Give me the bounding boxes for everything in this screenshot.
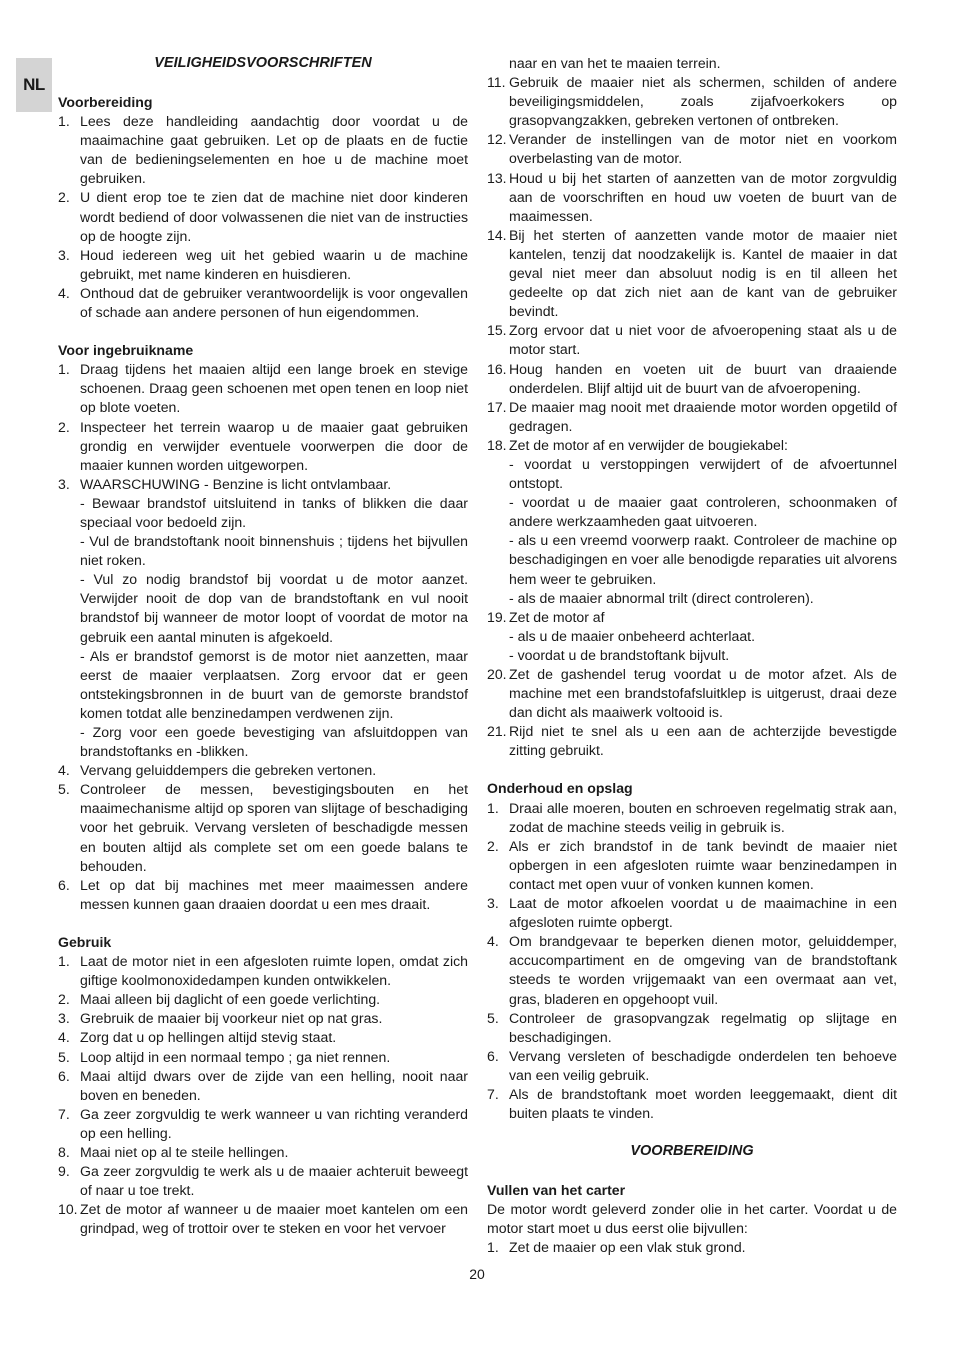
list-item-main-text: Zet de gashendel terug voordat u de motor afzet. Als de machine met een brandstofafsluitklep is uitgerust, draai deze dan dicht als maaiwerk voltooid is. <box>509 666 897 721</box>
list-item-number: 21. <box>487 723 507 740</box>
left-column <box>58 54 468 1238</box>
subheading-onderhoud: Onderhoud en opslag <box>487 780 633 797</box>
list-item-text <box>80 990 468 1009</box>
list-item-main-text: Bij het sterten of aanzetten vande motor de maaier niet kantelen, tenzij dat noodzakelijk is. Kantel de maaier in dat geval niet meer dan absoluut nodig is en til alleen het gedeelte op dat zich niet aan de kant van de gebruiker bevindt. <box>509 226 897 320</box>
list-item-number: 7. <box>487 1085 499 1102</box>
list-item-subpoint: - als u de maaier onbeheerd achterlaat. <box>509 627 756 644</box>
list-item-number: 2. <box>58 991 70 1008</box>
subheading-voorbereiding: Voorbereiding <box>58 94 153 110</box>
list-item-number: 4. <box>487 933 499 950</box>
list-item-number: 1. <box>58 361 70 378</box>
list-item <box>58 1028 468 1047</box>
list-item <box>487 169 897 226</box>
list-item-text <box>80 1009 468 1028</box>
list-item-number: 16. <box>487 360 507 377</box>
list-item-main-text: Maai altijd dwars over de zijde van een helling, nooit naar boven en beneden. <box>80 1067 468 1103</box>
list-item-number: 17. <box>487 398 507 415</box>
list-item-text <box>80 780 468 875</box>
list-item-text <box>509 130 897 168</box>
list-item-number: 20. <box>487 666 507 682</box>
list-item-number: 4. <box>58 284 70 301</box>
list-item <box>58 1143 468 1162</box>
list-item-number: 7. <box>58 1105 70 1122</box>
list-item-main-text: Houg handen en voeten uit de buurt van draaiende onderdelen. Blijf altijd uit de buurt van de afvoeropening. <box>509 360 897 396</box>
section-title-voorbereiding: VOORBEREIDING <box>630 1143 754 1160</box>
list-item-subpoint: - Zorg voor een goede bevestiging van afsluitdoppen van brandstoftanks en -blikken. <box>80 724 468 760</box>
list-item <box>58 990 468 1009</box>
list-onderhoud <box>487 799 897 1124</box>
list-item-main-text: Draag tijdens het maaien altijd een lange broek en stevige schoenen. Draag geen schoenen met open tenen en loop niet op blote voeten. <box>80 361 468 416</box>
page-number: 20 <box>469 1266 485 1282</box>
list-item-number: 3. <box>58 1010 70 1027</box>
subheading-gebruik: Gebruik <box>58 933 112 950</box>
list-item-text <box>509 1085 897 1123</box>
list-item <box>487 1047 897 1085</box>
list-item-main-text: Grebruik de maaier bij voorkeur niet op nat gras. <box>80 1010 383 1027</box>
list-item-number: 9. <box>58 1163 70 1180</box>
list-item <box>487 130 897 168</box>
list-item <box>58 1048 468 1067</box>
list-item-text <box>80 284 468 322</box>
list-item-main-text: Zorg dat u op hellingen altijd stevig staat. <box>80 1029 337 1046</box>
list-item-text <box>509 722 897 760</box>
list-item-main-text: Gebruik de maaier niet als schermen, schilden of andere beveiligingsmiddelen, zoals zijafvoerkokers op grasopvangzakken, gebreken vertonen of ontbreken. <box>509 74 897 129</box>
list-item-number: 12. <box>487 131 507 148</box>
list-item-number: 4. <box>58 1029 70 1046</box>
list-item-main-text: WAARSCHUWING - Benzine is licht ontvlambaar. <box>80 475 392 492</box>
list-item <box>487 436 897 608</box>
list-item-text <box>80 418 468 475</box>
list-item-text <box>80 360 468 417</box>
list-item <box>58 360 468 417</box>
list-item <box>487 321 897 359</box>
language-tab: NL <box>16 58 52 112</box>
list-item-number: 14. <box>487 226 507 243</box>
list-item-text <box>80 1143 468 1162</box>
list-item-text <box>80 1067 468 1105</box>
list-item-subpoint: - als u een vreemd voorwerp raakt. Controleer de machine op beschadigingen en voer alle benodigde reparaties uit alvorens hem weer te gebruiken. <box>509 532 897 587</box>
list-item-number: 6. <box>58 1067 70 1084</box>
list-item-number: 10. <box>58 1201 78 1218</box>
list-item-main-text: Vervang geluiddempers die gebreken vertonen. <box>80 762 377 779</box>
list-item-subpoint: - voordat u de brandstoftank bijvult. <box>509 646 730 663</box>
subheading-ingebruikname: Voor ingebruikname <box>58 342 194 359</box>
list-voorbereiding <box>58 112 468 322</box>
list-item-number: 13. <box>487 169 507 186</box>
list-item-text <box>80 1200 468 1238</box>
list-item-subpoint: - als de maaier abnormal trilt (direct controleren). <box>509 589 814 606</box>
list-item-text <box>80 112 468 188</box>
list-item <box>58 1105 468 1143</box>
list-item <box>58 876 468 914</box>
list-item <box>58 475 468 761</box>
list-item <box>58 284 468 322</box>
list-item-subpoint: - voordat u de maaier gaat controleren, schoonmaken of andere werkzaamheden gaat uitvoeren. <box>509 494 897 530</box>
list-item-number: 2. <box>58 189 70 206</box>
list-item <box>487 932 897 1008</box>
list-item <box>58 246 468 284</box>
list-item <box>487 837 897 894</box>
list-item-main-text: Controleer de messen, bevestigingsbouten en het maaimechanisme altijd op sporen van slijtage of beschadiging voor het gebruik. Vervang versleten of beschadigde messen en bouten altijd als complete set om een goede balans te behouden. <box>80 781 468 874</box>
list-item-number: 6. <box>58 876 70 893</box>
list-item-number: 15. <box>487 322 507 339</box>
list-item-number: 1. <box>487 1239 499 1256</box>
list-item <box>487 1238 897 1257</box>
list-item-main-text: Laat de motor niet in een afgesloten ruimte lopen, omdat zich giftige koolmonoxidedampen kunden ontwikkelen. <box>80 953 468 989</box>
list-item-text <box>509 169 897 226</box>
list-item-number: 11. <box>487 74 506 91</box>
list-item-main-text: U dient erop toe te zien dat de machine niet door kinderen wordt bediend of door volwassenen die niet van de instructies op de hoogte zijn. <box>80 189 468 244</box>
list-item-text <box>80 1028 468 1047</box>
list-item-main-text: Als er zich brandstof in de tank bevindt de maaier niet opbergen in een afgesloten ruimte waar benzinedampen in contact met open vuur of vonken kunnen komen. <box>509 837 897 892</box>
list-item-text <box>509 665 897 722</box>
continuation-text: naar en van het te maaien terrein. <box>509 55 721 71</box>
list-item <box>487 608 897 665</box>
list-item <box>58 1200 468 1238</box>
list-item-number: 5. <box>58 1048 70 1065</box>
list-item-text <box>80 188 468 245</box>
list-gebruik-continued <box>487 73 897 760</box>
list-item <box>487 226 897 321</box>
list-item <box>58 112 468 188</box>
list-item-subpoint: - Bewaar brandstof uitsluitend in tanks of blikken die daar speciaal voor bedoeld zijn. <box>80 494 468 530</box>
list-item <box>487 398 897 436</box>
list-item-text <box>509 398 897 436</box>
list-item-main-text: Lees deze handleiding aandachtig door voordat u de maaimachine gaat gebruiken. Let op de plaats en de fuctie van de bedieningselementen en hoe u de machine moet gebruiken. <box>80 113 468 187</box>
list-item-text <box>509 436 897 608</box>
list-item-number: 2. <box>58 418 70 435</box>
list-item-subpoint: - voordat u verstoppingen verwijdert of de afvoertunnel ontstopt. <box>509 455 897 492</box>
list-item-text <box>509 1047 897 1085</box>
list-item <box>58 1162 468 1200</box>
list-item-main-text: Loop altijd in een normaal tempo ; ga niet rennen. <box>80 1048 391 1065</box>
list-item <box>58 952 468 990</box>
list-item <box>58 418 468 475</box>
list-item <box>487 799 897 837</box>
list-item-number: 1. <box>58 113 70 130</box>
list-item <box>58 1009 468 1028</box>
list-item-main-text: Zet de maaier op een vlak stuk grond. <box>509 1239 746 1256</box>
list-item <box>487 1009 897 1047</box>
list-item-main-text: Ga zeer zorgvuldig te werk wanneer u van richting veranderd op een helling. <box>80 1105 468 1141</box>
list-item-text <box>80 1048 468 1067</box>
list-item-text <box>509 226 897 321</box>
list-item-number: 3. <box>58 475 70 492</box>
list-item-number: 8. <box>58 1143 70 1160</box>
list-item-text <box>509 799 897 837</box>
list-item <box>58 1067 468 1105</box>
vullen-intro: De motor wordt geleverd zonder olie in het carter. Voordat u de motor start moet u dus eerst olie bijvullen: <box>487 1201 897 1237</box>
list-item <box>487 722 897 760</box>
list-item-text <box>509 837 897 894</box>
list-item-main-text: Ga zeer zorgvuldig te werk als u de maaier achteruit beweegt of naar u toe trekt. <box>80 1163 468 1199</box>
list-item-main-text: Als de brandstoftank moet worden leeggemaakt, dient dit buiten plaats te vinden. <box>509 1085 897 1122</box>
list-item-text <box>80 246 468 284</box>
list-item <box>487 894 897 932</box>
subheading-vullen: Vullen van het carter <box>487 1182 626 1199</box>
list-item-text <box>509 321 897 359</box>
list-item-main-text: Zorg ervoor dat u niet voor de afvoeropening staat als u de motor start. <box>509 322 897 358</box>
list-item-text <box>509 1238 897 1257</box>
list-item-text <box>509 894 897 932</box>
list-item-text <box>80 876 468 914</box>
list-item-main-text: Onthoud dat de gebruiker verantwoordelijk is voor ongevallen of schade aan andere personen of hun eigendommen. <box>80 284 468 321</box>
list-item-main-text: Zet de motor af en verwijder de bougiekabel: <box>509 436 788 453</box>
list-item-number: 4. <box>58 762 70 779</box>
list-item-text <box>509 932 897 1008</box>
list-item-number: 2. <box>487 837 499 854</box>
list-item-main-text: Houd iedereen weg uit het gebied waarin u de machine gebruikt, met name kinderen en huisdieren. <box>80 246 468 282</box>
list-item-text <box>509 608 897 665</box>
list-item-main-text: Rijd niet te snel als u een aan de achterzijde bevestigde zitting gebruikt. <box>509 723 897 759</box>
list-item-main-text: Inspecteer het terrein waarop u de maaier gaat gebruiken grondig en verwijder eventuele voorwerpen die door de maaier kunnen worden uitgeworpen. <box>80 418 468 473</box>
list-item-number: 3. <box>58 246 70 263</box>
list-item-number: 1. <box>58 953 70 970</box>
list-item-main-text: Verander de instellingen van de motor niet en voorkom overbelasting van de motor. <box>509 131 897 167</box>
list-item-main-text: Draai alle moeren, bouten en schroeven regelmatig strak aan, zodat de machine steeds veilig in gebruik is. <box>509 799 897 835</box>
list-item-main-text: Om brandgevaar te beperken dienen motor, geluiddemper, accucompartiment en de omgeving van de brandstoftank steeds te worden vrijgemaakt van een overmaat aan vet, gras, bladeren en opgehoopt vuil. <box>509 933 897 1007</box>
list-item-text <box>509 1009 897 1047</box>
list-item-text <box>509 73 897 130</box>
list-item <box>487 360 897 398</box>
list-item-subpoint: - Vul de brandstoftank nooit binnenshuis ; tijdens het bijvullen niet roken. <box>80 533 468 569</box>
list-item-number: 1. <box>487 799 499 816</box>
list-item-number: 19. <box>487 608 507 625</box>
list-vullen <box>487 1238 897 1257</box>
list-item-subpoint: - Als er brandstof gemorst is de motor niet aanzetten, maar eerst de maaier verplaatsen. Zorg ervoor dat er geen ontstekingsbronnen in de buurt van de gemorste brandstof komen totdat alle benzinedampen verdwenen zijn. <box>80 647 468 721</box>
list-item-text <box>80 1162 468 1200</box>
list-item-text <box>80 761 468 780</box>
list-item <box>487 73 897 130</box>
list-item-main-text: Maai niet op al te steile hellingen. <box>80 1143 289 1160</box>
list-item-main-text: Houd u bij het starten of aanzetten van de motor zorgvuldig aan de voorschriften en houd uw voeten de buurt van de maaimessen. <box>509 169 897 224</box>
list-item <box>487 1085 897 1123</box>
right-column <box>487 54 897 1258</box>
list-item-main-text: Zet de motor af <box>509 608 605 625</box>
list-item <box>58 780 468 875</box>
list-item-number: 6. <box>487 1047 499 1064</box>
section-title-safety: VEILIGHEIDSVOORSCHRIFTEN <box>154 55 372 71</box>
list-item-text <box>509 360 897 398</box>
list-item <box>58 188 468 245</box>
list-item-main-text: Controleer de grasopvangzak regelmatig op slijtage en beschadigingen. <box>509 1009 897 1045</box>
list-item <box>487 665 897 722</box>
list-item-text <box>80 475 468 761</box>
list-item-number: 3. <box>487 895 499 912</box>
list-item-number: 18. <box>487 436 507 453</box>
list-item-main-text: Let op dat bij machines met meer maaimessen andere messen kunnen gaan draaien doordat u een mes draait. <box>80 876 468 912</box>
list-gebruik <box>58 952 468 1238</box>
list-item-main-text: De maaier mag nooit met draaiende motor worden opgetild of gedragen. <box>509 398 897 434</box>
list-item-main-text: Laat de motor afkoelen voordat u de maaimachine in een afgesloten ruimte opbergt. <box>509 895 897 931</box>
list-item-main-text: Vervang versleten of beschadigde onderdelen ten behoeve van een veilig gebruik. <box>509 1047 897 1083</box>
list-item-number: 5. <box>487 1009 499 1026</box>
list-item <box>58 761 468 780</box>
list-item-text <box>80 1105 468 1143</box>
list-item-main-text: Maai alleen bij daglicht of een goede verlichting. <box>80 991 381 1008</box>
list-item-subpoint: - Vul zo nodig brandstof bij voordat u de motor aanzet. Verwijder nooit de dop van de brandstoftank en vul nooit brandstof bij wanneer de motor loopt of voordat de motor na gebruik een aantal minuten is afgekoeld. <box>80 571 468 645</box>
list-item-main-text: Zet de motor af wanneer u de maaier moet kantelen om een grindpad, weg of trottoir over te steken en voor het vervoer <box>80 1201 468 1237</box>
list-ingebruikname <box>58 360 468 914</box>
list-item-number: 5. <box>58 781 70 798</box>
list-item-text <box>80 952 468 990</box>
